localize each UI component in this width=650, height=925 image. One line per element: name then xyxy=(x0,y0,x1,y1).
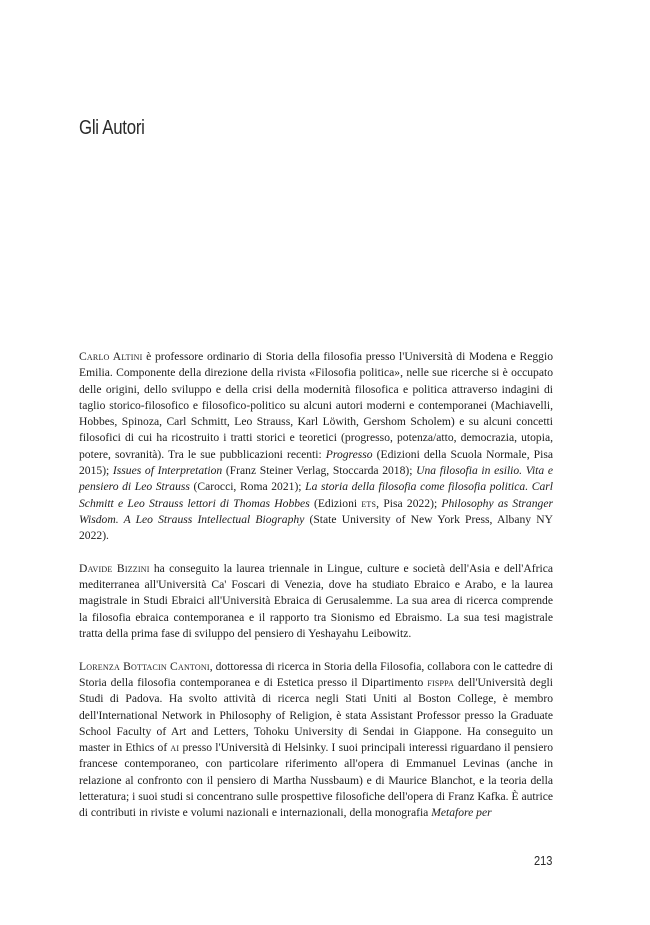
page-number: 213 xyxy=(534,853,553,868)
acronym: fisppa xyxy=(427,675,455,689)
bio-text: (State University of New York Press, Albany NY 2022). xyxy=(79,512,553,543)
author-name: Lorenza Bottacin Cantoni xyxy=(79,659,210,673)
bio-text: è professore ordinario di Storia della filosofia presso l'Università di Modena e Reggio Emilia. Componente della direzione della rivista «Filosofia politica», nelle sue ricerche si è occupato delle origini, dello sviluppo e della crisi della modernità filosofica e politica attraverso indagini di taglio storico-filosofico e filosofico-politico su alcuni autori moderni e contemporanei (Machiavelli, Hobbes, Spinoza, Carl Schmitt, Leo Strauss, Karl Löwith, Gershom Scholem) e su alcuni concetti filosofici di cui ha ricostruito i tratti storici e teoretici (progresso, potenza/atto, democrazia, utopia, potere, sovranità). Tra le sue pubblicazioni recenti: xyxy=(79,350,553,461)
book-title: Philosophy as Stranger Wisdom. A Leo Strauss Intellectual Biography xyxy=(79,496,553,526)
author-bio xyxy=(79,350,553,542)
page-title: Gli Autori xyxy=(79,117,145,139)
bio-text: presso l'Università di Helsinky. I suoi principali interessi riguardano il pensiero francese contemporaneo, con particolare riferimento all'opera di Emmanuel Levinas (anche in relazione al confronto con il pensiero di Martha Nussbaum) e di Maurice Blanchot, e la teoria della letteratura; i suoi studi si concentrano sulle prospettive filosofiche dell'opera di Franz Kafka. È autrice di contributi in riviste e volumi nazionali e internazionali, della monografia xyxy=(79,741,554,820)
bio-text: (Edizioni della Scuola Normale, Pisa 2015); xyxy=(79,447,553,478)
bio-text: dell'Università degli Studi di Padova. Ha svolto attività di ricerca negli Stati Uniti al Boston College, è membro dell'International Network in Philosophy of Religion, è stata Assistant Professor presso la Graduate School Faculty of Art and Letters, Tohoku University di Sendai in Giappone. Ha conseguito un master in Ethics of xyxy=(79,675,553,755)
book-title: Una filosofia in esilio. Vita e pensiero di Leo Strauss xyxy=(79,464,553,494)
book-title: Issues of Interpretation xyxy=(112,464,223,478)
author-entry xyxy=(79,561,553,642)
bio-text: (Edizioni xyxy=(309,496,362,510)
bio-text: ha conseguito la laurea triennale in Lingue, culture e società dell'Asia e dell'Africa mediterranea all'Università Ca' Foscari di Venezia, dove ha studiato Ebraico e Arabo, e la laurea magistrale in Studi Ebraici all'Università Ebraica di Gerusalemme. La sua area di ricerca comprende la filosofia ebraica contemporanea e il rapporto tra Sionismo ed Ebraismo. La sua tesi magistrale tratta della prima fase di sviluppo del pensiero di Yeshayahu Leibowitz. xyxy=(79,561,553,641)
author-name: Davide Bizzini xyxy=(79,561,150,575)
author-entry xyxy=(79,659,553,822)
bio-text: , Pisa 2022); xyxy=(376,496,442,510)
bio-text: (Carocci, Roma 2021); xyxy=(189,480,306,494)
book-title: Metafore per xyxy=(431,806,492,820)
acronym: ets xyxy=(361,496,377,510)
book-title: La storia della filosofia come filosofia politica. Carl Schmitt e Leo Strauss lettori di Thomas Hobbes xyxy=(79,480,553,510)
author-bio xyxy=(79,660,553,820)
author-name: Carlo Altini xyxy=(79,350,143,363)
acronym: ai xyxy=(170,741,180,755)
bio-text: (Franz Steiner Verlag, Stoccarda 2018); xyxy=(222,464,417,478)
author-entry xyxy=(79,349,553,545)
book-title: Progresso xyxy=(325,447,373,461)
bio-text: , dottoressa di ricerca in Storia della Filosofia, collabora con le cattedre di Storia della filosofia contemporanea e di Estetica presso il Dipartimento xyxy=(79,659,553,689)
authors-list xyxy=(79,349,553,838)
author-bio xyxy=(79,562,553,640)
